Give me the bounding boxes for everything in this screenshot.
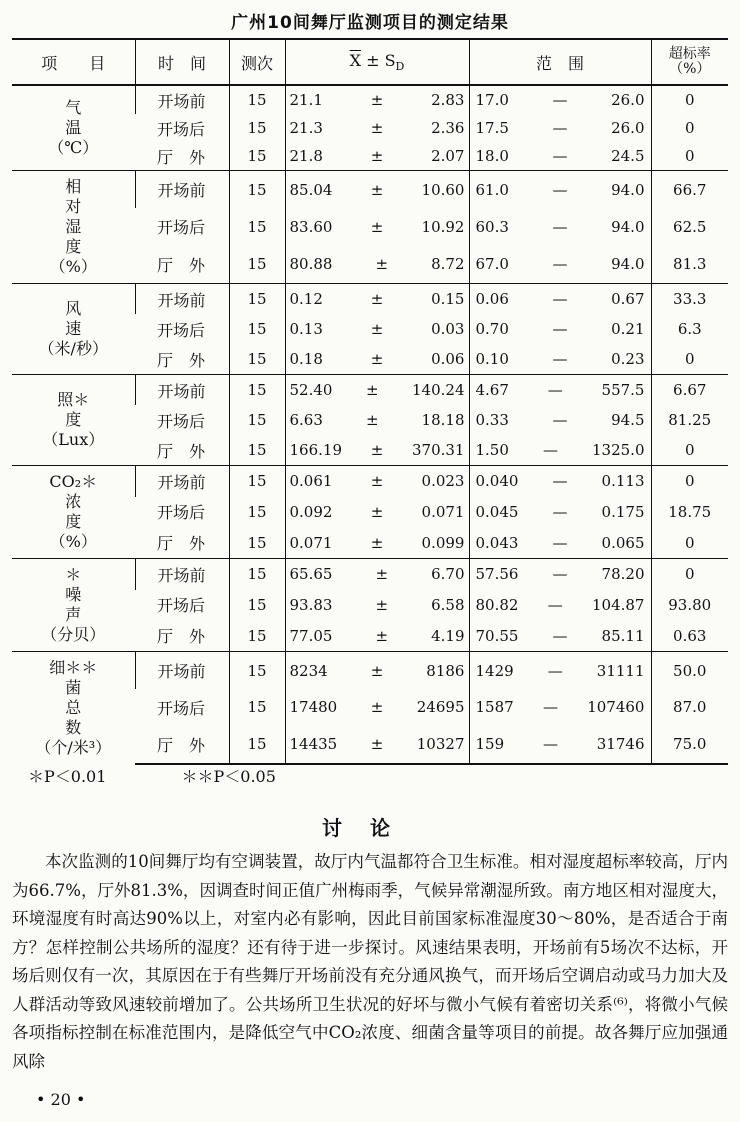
range-high: 0.065 bbox=[601, 533, 645, 552]
range-low: 0.10 bbox=[475, 350, 509, 368]
count-cell: 15 bbox=[229, 114, 285, 142]
range-cell bbox=[469, 435, 651, 466]
range-low: 159 bbox=[475, 735, 505, 754]
count-cell: 15 bbox=[229, 689, 285, 726]
item-label-line: 湿 bbox=[65, 217, 82, 236]
sd-value: 18.18 bbox=[421, 411, 465, 429]
range-dash: — bbox=[552, 533, 568, 552]
sd-value: 2.36 bbox=[431, 119, 465, 137]
table-row bbox=[12, 171, 728, 209]
item-label bbox=[12, 375, 135, 466]
plus-minus: ± bbox=[370, 320, 384, 338]
over-rate-cell: 0 bbox=[651, 142, 728, 171]
over-rate-cell: 81.25 bbox=[651, 405, 728, 435]
range-cell bbox=[469, 527, 651, 558]
mean-sd-cell bbox=[285, 142, 469, 171]
header-count: 测次 bbox=[229, 39, 285, 85]
range-dash: — bbox=[552, 217, 568, 236]
range-low: 17.5 bbox=[475, 119, 509, 137]
over-rate-cell: 0 bbox=[651, 85, 728, 114]
range-high: 104.87 bbox=[591, 595, 645, 614]
plus-minus: ± bbox=[370, 147, 384, 165]
time-cell: 开场后 bbox=[157, 411, 206, 431]
range-low: 18.0 bbox=[475, 147, 509, 165]
item-label bbox=[12, 171, 135, 284]
item-label-line: 温 bbox=[65, 118, 82, 137]
range-low: 0.70 bbox=[475, 320, 509, 338]
sd-value: 8186 bbox=[426, 661, 465, 680]
table-row bbox=[12, 284, 728, 315]
range-dash: — bbox=[552, 472, 568, 491]
count-cell: 15 bbox=[229, 171, 285, 209]
plus-minus: ± bbox=[370, 350, 384, 368]
mean-value: 21.3 bbox=[289, 119, 323, 137]
count-cell: 15 bbox=[229, 405, 285, 435]
mean-value: 0.071 bbox=[289, 533, 333, 552]
sd-value: 24695 bbox=[416, 698, 465, 717]
plus-minus: ± bbox=[370, 698, 384, 717]
range-dash: — bbox=[542, 735, 558, 754]
range-low: 1.50 bbox=[475, 441, 509, 459]
table-body bbox=[12, 85, 728, 764]
header-item: 项 目 bbox=[12, 39, 135, 85]
item-label bbox=[12, 466, 135, 559]
mean-value: 6.63 bbox=[289, 411, 323, 429]
time-cell: 厅 外 bbox=[157, 627, 206, 647]
header-time: 时 间 bbox=[135, 39, 229, 85]
mean-value: 0.13 bbox=[289, 320, 323, 338]
over-rate-cell: 93.80 bbox=[651, 590, 728, 621]
item-label-line: （%） bbox=[49, 257, 97, 276]
range-cell bbox=[469, 246, 651, 284]
time-cell: 厅 外 bbox=[157, 147, 206, 167]
item-label-line: 照＊ bbox=[57, 390, 90, 409]
mean-sd-cell bbox=[285, 85, 469, 114]
range-high: 26.0 bbox=[611, 119, 645, 137]
mean-value: 166.19 bbox=[289, 441, 342, 459]
time-cell: 开场前 bbox=[135, 375, 229, 406]
item-label-line: （分贝） bbox=[41, 625, 106, 644]
over-rate-cell: 0 bbox=[651, 114, 728, 142]
count-cell: 15 bbox=[229, 652, 285, 690]
range-dash: — bbox=[552, 350, 568, 368]
range-low: 17.0 bbox=[475, 91, 509, 109]
header-range: 范 围 bbox=[469, 39, 651, 85]
range-low: 80.82 bbox=[475, 595, 519, 614]
range-cell bbox=[469, 652, 651, 690]
range-low: 0.06 bbox=[475, 290, 509, 308]
range-cell bbox=[469, 466, 651, 497]
over-rate-cell: 33.3 bbox=[651, 284, 728, 315]
range-cell bbox=[469, 284, 651, 315]
plus-minus: ± bbox=[375, 626, 389, 645]
mean-sd-cell bbox=[285, 208, 469, 245]
item-label-line: 对 bbox=[65, 197, 82, 216]
range-low: 61.0 bbox=[475, 180, 509, 199]
table-row bbox=[12, 466, 728, 497]
time-cell: 开场前 bbox=[135, 85, 229, 114]
range-high: 94.0 bbox=[611, 217, 645, 236]
range-low: 4.67 bbox=[475, 381, 509, 399]
footnotes bbox=[28, 764, 628, 787]
mean-sd-cell bbox=[285, 559, 469, 590]
over-rate-cell: 0 bbox=[651, 344, 728, 375]
sd-value: 0.099 bbox=[421, 533, 465, 552]
item-label-line: ＊ bbox=[65, 565, 82, 584]
mean-sd-cell bbox=[285, 405, 469, 435]
range-cell bbox=[469, 85, 651, 114]
plus-minus: ± bbox=[370, 441, 384, 459]
sd-value: 10.92 bbox=[421, 217, 465, 236]
range-dash: — bbox=[542, 698, 558, 717]
range-cell bbox=[469, 689, 651, 726]
plus-minus: ± bbox=[370, 119, 384, 137]
mean-sd-cell bbox=[285, 652, 469, 690]
count-cell: 15 bbox=[229, 344, 285, 375]
over-rate-cell: 75.0 bbox=[651, 726, 728, 764]
over-rate-cell: 6.67 bbox=[651, 375, 728, 406]
count-cell: 15 bbox=[229, 590, 285, 621]
range-dash: — bbox=[552, 119, 568, 137]
mean-value: 0.18 bbox=[289, 350, 323, 368]
range-high: 0.67 bbox=[611, 290, 645, 308]
table-row bbox=[12, 652, 728, 690]
time-cell: 开场前 bbox=[135, 652, 229, 690]
range-dash: — bbox=[547, 381, 563, 399]
range-low: 0.040 bbox=[475, 472, 519, 491]
count-cell: 15 bbox=[229, 142, 285, 171]
mean-value: 80.88 bbox=[289, 255, 333, 274]
table-row bbox=[12, 375, 728, 406]
item-label-line: （℃） bbox=[48, 138, 99, 157]
count-cell: 15 bbox=[229, 726, 285, 764]
item-label bbox=[12, 652, 135, 765]
time-cell: 开场前 bbox=[135, 466, 229, 497]
count-cell: 15 bbox=[229, 208, 285, 245]
item-label-line: （个/米³） bbox=[35, 738, 112, 757]
range-cell bbox=[469, 559, 651, 590]
mean-value: 83.60 bbox=[289, 217, 333, 236]
mean-sd-cell bbox=[285, 466, 469, 497]
mean-sd-cell bbox=[285, 527, 469, 558]
item-label bbox=[12, 85, 135, 171]
range-cell bbox=[469, 620, 651, 651]
plus-minus: ± bbox=[370, 502, 384, 521]
count-cell: 15 bbox=[229, 527, 285, 558]
range-high: 0.175 bbox=[601, 502, 645, 521]
range-low: 0.33 bbox=[475, 411, 509, 429]
over-rate-cell: 0 bbox=[651, 527, 728, 558]
sd-value: 0.03 bbox=[431, 320, 465, 338]
table-title: 广州10间舞厅监测项目的测定结果 bbox=[231, 13, 509, 33]
header-mean bbox=[285, 39, 469, 85]
over-rate-cell: 0 bbox=[651, 559, 728, 590]
item-label-line: 菌 bbox=[65, 678, 82, 697]
item-label-line: 浓 bbox=[65, 492, 82, 511]
mean-value: 21.1 bbox=[289, 91, 323, 109]
range-low: 1587 bbox=[475, 698, 514, 717]
item-label-line: （米/秒） bbox=[38, 339, 108, 358]
range-high: 0.21 bbox=[611, 320, 645, 338]
sd-value: 10.60 bbox=[421, 180, 465, 199]
range-low: 1429 bbox=[475, 661, 514, 680]
sd-value: 4.19 bbox=[431, 626, 465, 645]
plus-minus: ± bbox=[370, 661, 384, 680]
item-label-line: 度 bbox=[65, 410, 82, 429]
over-rate-cell: 0 bbox=[651, 466, 728, 497]
plus-minus: ± bbox=[375, 565, 389, 584]
time-cell: 开场后 bbox=[157, 119, 206, 139]
range-dash: — bbox=[547, 661, 563, 680]
item-label-line: （Lux） bbox=[42, 430, 105, 449]
time-cell: 厅 外 bbox=[157, 255, 206, 275]
sd-value: 2.83 bbox=[431, 91, 465, 109]
discussion-heading: 讨论 bbox=[322, 816, 418, 840]
time-cell: 厅 外 bbox=[157, 534, 206, 554]
item-label-line: 风 bbox=[65, 299, 82, 318]
range-high: 31746 bbox=[596, 735, 645, 754]
item-label-line: 总 bbox=[65, 698, 82, 717]
footnote-1: ＊P＜0.01 bbox=[28, 767, 107, 786]
range-high: 24.5 bbox=[611, 147, 645, 165]
over-rate-cell: 50.0 bbox=[651, 652, 728, 690]
mean-sd-cell bbox=[285, 726, 469, 764]
table-header-row bbox=[12, 39, 728, 85]
mean-value: 52.40 bbox=[289, 381, 333, 399]
over-rate-cell: 66.7 bbox=[651, 171, 728, 209]
plus-minus: ± bbox=[370, 180, 384, 199]
plus-minus: ± bbox=[370, 735, 384, 754]
count-cell: 15 bbox=[229, 559, 285, 590]
sd-value: 8.72 bbox=[431, 255, 465, 274]
header-mean-x: $\overline{X}$ bbox=[349, 50, 361, 70]
over-rate-cell: 62.5 bbox=[651, 208, 728, 245]
mean-sd-cell bbox=[285, 314, 469, 344]
item-label bbox=[12, 559, 135, 652]
sd-value: 0.023 bbox=[421, 472, 465, 491]
plus-minus: ± bbox=[365, 411, 379, 429]
count-cell: 15 bbox=[229, 620, 285, 651]
range-high: 1325.0 bbox=[592, 441, 645, 459]
item-label-line: （%） bbox=[49, 532, 97, 551]
time-cell: 厅 外 bbox=[135, 726, 229, 764]
item-label-line: 速 bbox=[65, 319, 82, 338]
range-cell bbox=[469, 375, 651, 406]
page-number: • 20 • bbox=[36, 1090, 86, 1109]
range-dash: — bbox=[552, 565, 568, 584]
sd-value: 6.58 bbox=[431, 595, 465, 614]
range-dash: — bbox=[552, 180, 568, 199]
range-high: 94.5 bbox=[611, 411, 645, 429]
mean-sd-cell bbox=[285, 620, 469, 651]
table-row bbox=[12, 85, 728, 114]
header-over: 超标率 （%） bbox=[651, 39, 728, 85]
mean-sd-cell bbox=[285, 344, 469, 375]
range-low: 57.56 bbox=[475, 565, 519, 584]
mean-sd-cell bbox=[285, 114, 469, 142]
range-dash: — bbox=[552, 502, 568, 521]
item-label-line: 数 bbox=[65, 718, 82, 737]
mean-sd-cell bbox=[285, 435, 469, 466]
count-cell: 15 bbox=[229, 246, 285, 284]
sd-value: 10327 bbox=[416, 735, 465, 754]
sd-value: 0.071 bbox=[421, 502, 465, 521]
range-cell bbox=[469, 497, 651, 528]
time-cell: 开场后 bbox=[157, 698, 206, 718]
sd-value: 140.24 bbox=[412, 381, 465, 399]
mean-value: 17480 bbox=[289, 698, 338, 717]
time-cell: 开场前 bbox=[135, 171, 229, 209]
plus-minus: ± bbox=[375, 595, 389, 614]
mean-sd-cell bbox=[285, 284, 469, 315]
range-cell bbox=[469, 344, 651, 375]
mean-value: 65.65 bbox=[289, 565, 333, 584]
item-label-line: 噪 bbox=[65, 585, 82, 604]
over-rate-cell: 18.75 bbox=[651, 497, 728, 528]
item-label-line: 声 bbox=[65, 605, 82, 624]
item-label-line: 相 bbox=[65, 177, 82, 196]
mean-sd-cell bbox=[285, 171, 469, 209]
range-cell bbox=[469, 405, 651, 435]
time-cell: 厅 外 bbox=[157, 350, 206, 370]
plus-minus: ± bbox=[375, 255, 389, 274]
time-cell: 开场前 bbox=[135, 284, 229, 315]
range-dash: — bbox=[552, 147, 568, 165]
mean-sd-cell bbox=[285, 246, 469, 284]
time-cell: 厅 外 bbox=[157, 441, 206, 461]
range-dash: — bbox=[552, 290, 568, 308]
range-high: 85.11 bbox=[601, 626, 645, 645]
time-cell: 开场后 bbox=[157, 596, 206, 616]
plus-minus: ± bbox=[370, 290, 384, 308]
table-row bbox=[12, 559, 728, 590]
range-low: 0.045 bbox=[475, 502, 519, 521]
range-high: 31111 bbox=[596, 661, 645, 680]
over-rate-cell: 6.3 bbox=[651, 314, 728, 344]
header-mean-sub: D bbox=[395, 60, 405, 74]
range-dash: — bbox=[552, 411, 568, 429]
range-high: 557.5 bbox=[601, 381, 645, 399]
mean-value: 85.04 bbox=[289, 180, 333, 199]
sd-value: 0.06 bbox=[431, 350, 465, 368]
range-high: 26.0 bbox=[611, 91, 645, 109]
over-rate-cell: 87.0 bbox=[651, 689, 728, 726]
plus-minus: ± bbox=[370, 472, 384, 491]
plus-minus: ± bbox=[365, 381, 379, 399]
range-high: 94.0 bbox=[611, 180, 645, 199]
range-dash: — bbox=[552, 255, 568, 274]
item-label-line: 气 bbox=[65, 98, 82, 117]
item-label bbox=[12, 284, 135, 375]
range-high: 0.113 bbox=[601, 472, 645, 491]
count-cell: 15 bbox=[229, 85, 285, 114]
mean-value: 14435 bbox=[289, 735, 338, 754]
range-low: 70.55 bbox=[475, 626, 519, 645]
range-high: 78.20 bbox=[601, 565, 645, 584]
range-cell bbox=[469, 171, 651, 209]
count-cell: 15 bbox=[229, 466, 285, 497]
mean-sd-cell bbox=[285, 590, 469, 621]
time-cell: 开场前 bbox=[135, 559, 229, 590]
range-high: 94.0 bbox=[611, 255, 645, 274]
over-rate-cell: 0 bbox=[651, 435, 728, 466]
results-table bbox=[12, 38, 728, 765]
sd-value: 2.07 bbox=[431, 147, 465, 165]
range-dash: — bbox=[552, 320, 568, 338]
sd-value: 6.70 bbox=[431, 565, 465, 584]
mean-sd-cell bbox=[285, 689, 469, 726]
count-cell: 15 bbox=[229, 314, 285, 344]
mean-value: 0.12 bbox=[289, 290, 323, 308]
range-low: 60.3 bbox=[475, 217, 509, 236]
mean-sd-cell bbox=[285, 497, 469, 528]
item-label-line: 度 bbox=[65, 512, 82, 531]
count-cell: 15 bbox=[229, 284, 285, 315]
item-label-line: 度 bbox=[65, 237, 82, 256]
header-mean-rest: ± S bbox=[361, 50, 396, 70]
mean-value: 93.83 bbox=[289, 595, 333, 614]
range-cell bbox=[469, 208, 651, 245]
plus-minus: ± bbox=[370, 91, 384, 109]
sd-value: 370.31 bbox=[411, 441, 465, 459]
mean-value: 8234 bbox=[289, 661, 328, 680]
time-cell: 开场后 bbox=[157, 320, 206, 340]
sd-value: 0.15 bbox=[431, 290, 465, 308]
plus-minus: ± bbox=[370, 533, 384, 552]
range-dash: — bbox=[552, 626, 568, 645]
range-cell bbox=[469, 726, 651, 764]
time-cell: 开场后 bbox=[157, 218, 206, 238]
range-cell bbox=[469, 142, 651, 171]
footnote-2: ＊＊P＜0.05 bbox=[181, 767, 276, 786]
time-cell: 开场后 bbox=[157, 503, 206, 523]
count-cell: 15 bbox=[229, 375, 285, 406]
range-high: 0.23 bbox=[611, 350, 645, 368]
discussion-paragraph: 本次监测的10间舞厅均有空调装置，故厅内气温都符合卫生标准。相对湿度超标率较高，厅内为66.7%，厅外81.3%，因调查时间正值广州梅雨季，气候异常潮湿所致。南方地区相对湿度大，环境湿度有时高达90%以上，对室内必有影响，因此目前国家标准湿度30～80%，是否适合于南方？怎样控制公共场所的湿度？还有待于进一步探讨。风速结果表明，开场前有5场次不达标，开场后则仅有一次，其原因在于有些舞厅开场前没有充分通风换气，而开场后空调启动或马力加大及人群活动等致风速较前增加了。公共场所卫生状况的好坏与微小气候有着密切关系⁽⁶⁾，将微小气候各项指标控制在标准范围内，是降低空气中CO₂浓度、细菌含量等项目的前提。故各舞厅应加强通风除 bbox=[12, 852, 728, 1071]
mean-value: 0.061 bbox=[289, 472, 333, 491]
range-dash: — bbox=[542, 441, 558, 459]
range-low: 67.0 bbox=[475, 255, 509, 274]
range-cell bbox=[469, 314, 651, 344]
over-rate-cell: 0.63 bbox=[651, 620, 728, 651]
count-cell: 15 bbox=[229, 497, 285, 528]
mean-value: 21.8 bbox=[289, 147, 323, 165]
mean-sd-cell bbox=[285, 375, 469, 406]
mean-value: 77.05 bbox=[289, 626, 333, 645]
range-high: 107460 bbox=[587, 698, 645, 717]
count-cell: 15 bbox=[229, 435, 285, 466]
range-dash: — bbox=[547, 595, 563, 614]
over-rate-cell: 81.3 bbox=[651, 246, 728, 284]
range-cell bbox=[469, 590, 651, 621]
range-low: 0.043 bbox=[475, 533, 519, 552]
item-label-line: CO₂＊ bbox=[49, 472, 98, 491]
mean-value: 0.092 bbox=[289, 502, 333, 521]
range-dash: — bbox=[552, 91, 568, 109]
item-label-line: 细＊＊ bbox=[49, 658, 98, 677]
range-cell bbox=[469, 114, 651, 142]
plus-minus: ± bbox=[370, 217, 384, 236]
